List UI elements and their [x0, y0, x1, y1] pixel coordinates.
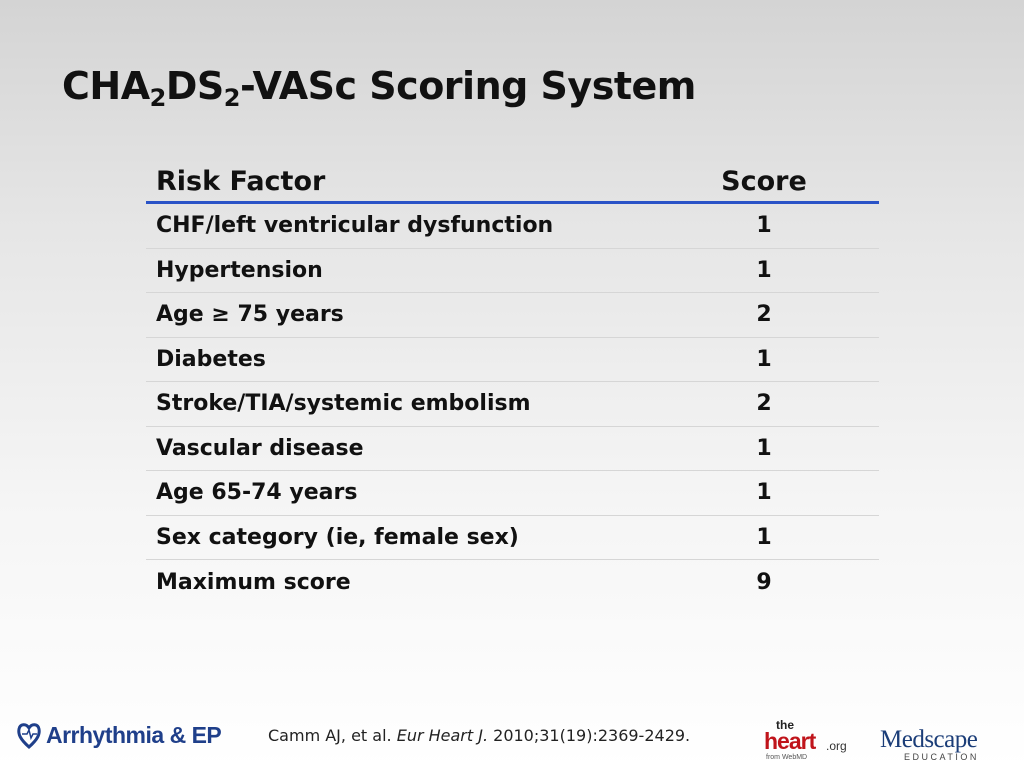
theheart-org-logo: the heart .org from WebMD: [764, 718, 847, 761]
heart-outline-icon: [16, 720, 42, 750]
table-row: [146, 516, 879, 561]
risk-factor-cell: Sex category (ie, female sex): [156, 524, 519, 550]
risk-factor-cell: Age 65-74 years: [156, 480, 358, 506]
citation: Camm AJ, et al. Eur Heart J. 2010;31(19):2369-2429.: [268, 726, 691, 745]
score-cell: 1: [756, 213, 772, 239]
medscape-education-logo: Medscape EDUCATION: [880, 726, 979, 762]
score-cell: 1: [756, 257, 772, 283]
score-cell: 1: [756, 346, 772, 372]
table-row: [146, 471, 879, 516]
table-row-maximum: [146, 560, 879, 605]
arrhythmia-ep-text: Arrhythmia & EP: [46, 721, 222, 748]
header-score: Score: [721, 166, 807, 197]
page-title: $CHA_2DS_2$-VASc Scoring System: [62, 64, 696, 112]
risk-factor-cell: Hypertension: [156, 257, 323, 283]
score-cell: 2: [756, 391, 772, 417]
score-cell: 1: [756, 435, 772, 461]
table-row: [146, 382, 879, 427]
risk-factor-cell: Stroke/TIA/systemic embolism: [156, 391, 531, 417]
table-row: [146, 293, 879, 338]
risk-factor-cell: Diabetes: [156, 346, 266, 372]
score-cell: 1: [756, 524, 772, 550]
score-cell: 1: [756, 480, 772, 506]
risk-factor-cell: Age ≥ 75 years: [156, 302, 344, 328]
table-row: [146, 204, 879, 249]
score-cell: 9: [756, 569, 772, 595]
table-row: [146, 338, 879, 383]
header-risk-factor: Risk Factor: [156, 166, 326, 197]
table-row: [146, 249, 879, 294]
arrhythmia-ep-logo: [16, 720, 221, 750]
table-row: [146, 427, 879, 472]
risk-factor-cell: Vascular disease: [156, 435, 364, 461]
risk-score-table: [146, 156, 879, 605]
score-cell: 2: [756, 302, 772, 328]
risk-factor-cell: CHF/left ventricular dysfunction: [156, 213, 554, 239]
risk-factor-cell: Maximum score: [156, 569, 351, 595]
table-header: [146, 156, 879, 204]
